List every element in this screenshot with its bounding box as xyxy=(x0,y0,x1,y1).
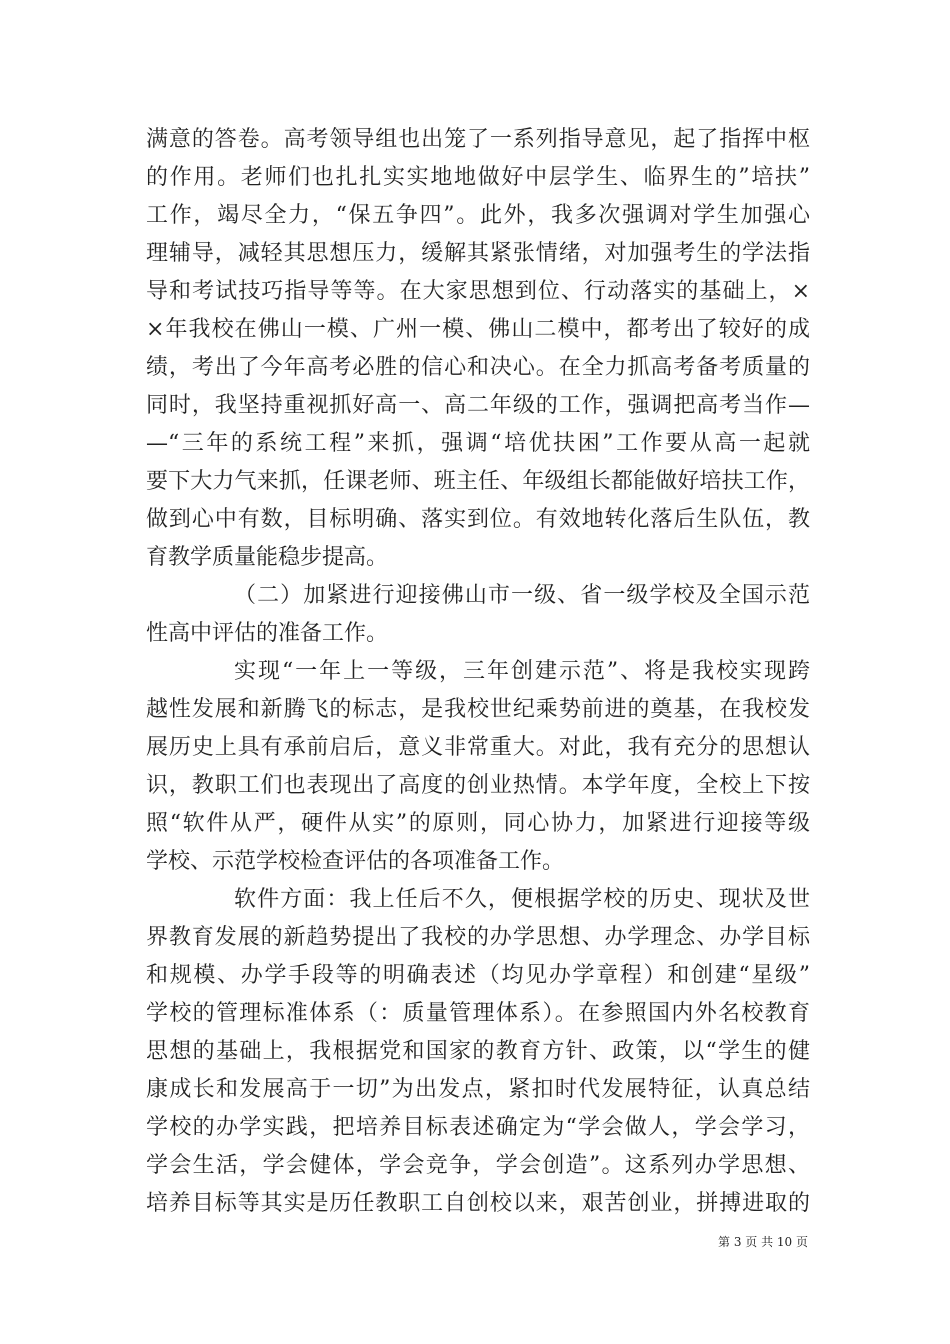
page-number-footer: 第 3 页 共 10 页 xyxy=(718,1235,808,1249)
text-line: —“三年的系统工程”来抓，强调“培优扶困”工作要从高一起就 xyxy=(146,431,810,456)
text-line: 学会生活，学会健体，学会竞争，学会创造”。这系列办学思想、 xyxy=(146,1153,810,1178)
section-heading-line: （二）加紧进行迎接佛山市一级、省一级学校及全国示范 xyxy=(234,583,810,608)
text-line: 同时，我坚持重视抓好高一、高二年级的工作，强调把高考当作— xyxy=(146,393,810,418)
section-heading-line: 性高中评估的准备工作。 xyxy=(146,621,389,646)
text-line: 和规模、办学手段等的明确表述（均见办学章程）和创建“星级” xyxy=(146,963,810,988)
text-line: 理辅导，减轻其思想压力，缓解其紧张情绪，对加强考生的学法指 xyxy=(146,241,810,266)
text-line: 绩，考出了今年高考必胜的信心和决心。在全力抓高考备考质量的 xyxy=(146,355,810,380)
text-line: ×年我校在佛山一模、广州一模、佛山二模中，都考出了较好的成 xyxy=(146,317,810,342)
text-line: 要下大力气来抓，任课老师、班主任、年级组长都能做好培扶工作， xyxy=(146,469,810,494)
text-line: 照“软件从严，硬件从实”的原则，同心协力，加紧进行迎接等级 xyxy=(146,811,810,836)
text-line: 思想的基础上，我根据党和国家的教育方针、政策，以“学生的健 xyxy=(146,1039,810,1064)
text-line: 软件方面：我上任后不久，便根据学校的历史、现状及世 xyxy=(234,887,810,912)
text-line: 展历史上具有承前启后，意义非常重大。对此，我有充分的思想认 xyxy=(146,735,810,760)
text-line: 识，教职工们也表现出了高度的创业热情。本学年度，全校上下按 xyxy=(146,773,810,798)
text-line: 满意的答卷。高考领导组也出笼了一系列指导意见，起了指挥中枢 xyxy=(146,127,810,152)
text-line: 导和考试技巧指导等等。在大家思想到位、行动落实的基础上，× xyxy=(146,279,810,304)
text-line: 学校、示范学校检查评估的各项准备工作。 xyxy=(146,849,565,874)
text-line: 培养目标等其实是历任教职工自创校以来，艰苦创业，拼搏进取的 xyxy=(146,1191,810,1216)
text-line: 界教育发展的新趋势提出了我校的办学思想、办学理念、办学目标 xyxy=(146,925,810,950)
text-line: 康成长和发展高于一切”为出发点，紧扣时代发展特征，认真总结 xyxy=(146,1077,810,1102)
text-line: 做到心中有数，目标明确、落实到位。有效地转化落后生队伍，教 xyxy=(146,507,810,532)
text-line: 学校的管理标准体系（：质量管理体系）。在参照国内外名校教育 xyxy=(146,1001,810,1026)
text-line: 学校的办学实践，把培养目标表述确定为“学会做人，学会学习， xyxy=(146,1115,810,1140)
text-line: 育教学质量能稳步提高。 xyxy=(146,545,389,570)
text-line: 的作用。老师们也扎扎实实地地做好中层学生、临界生的”培扶” xyxy=(146,165,810,190)
text-line: 工作，竭尽全力，“保五争四”。此外，我多次强调对学生加强心 xyxy=(146,203,810,228)
text-line: 实现“一年上一等级，三年创建示范”、将是我校实现跨 xyxy=(234,659,810,684)
text-line: 越性发展和新腾飞的标志，是我校世纪乘势前进的奠基，在我校发 xyxy=(146,697,810,722)
